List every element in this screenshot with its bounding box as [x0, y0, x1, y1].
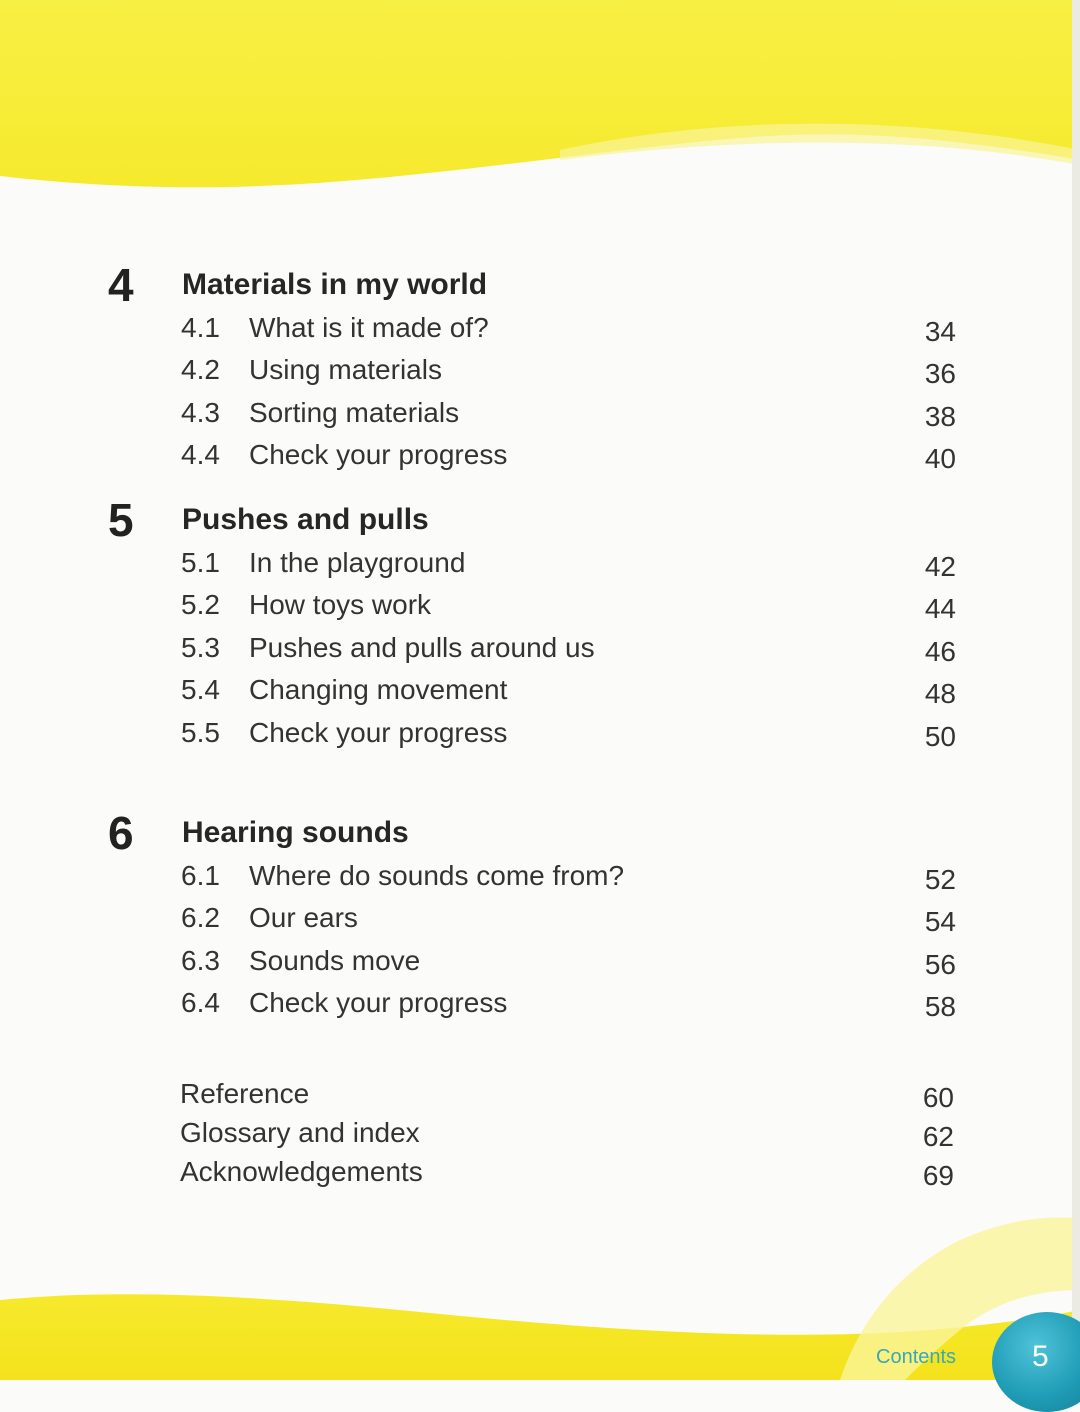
entry-title: Check your progress: [249, 716, 508, 748]
chapter-title[interactable]: Hearing sounds: [182, 816, 409, 849]
entry-page-number: 40: [924, 443, 956, 475]
entry-title: Where do sounds come from?: [249, 860, 625, 891]
entry-page-number: 36: [924, 358, 956, 390]
entry-title: In the playground: [249, 547, 466, 578]
back-matter-title: Acknowledgements: [180, 1156, 423, 1187]
entry-title: Our ears: [249, 902, 358, 934]
chapter-number: 5: [108, 494, 134, 546]
toc-entry[interactable]: [0, 356, 1080, 398]
entry-title: Sorting materials: [249, 396, 460, 428]
toc-entry[interactable]: [0, 314, 1080, 356]
entry-number: 5.5: [181, 716, 220, 748]
back-matter-entry[interactable]: [0, 1158, 1080, 1198]
page-number: 5: [1032, 1340, 1049, 1373]
entry-page-number: 52: [924, 864, 956, 895]
entry-number: 5.1: [181, 547, 220, 578]
top-yellow-band: [0, 0, 1080, 187]
chapter-number: 6: [108, 807, 134, 859]
entry-title: Using materials: [249, 354, 442, 386]
entry-number: 6.1: [181, 860, 220, 891]
toc-entry[interactable]: [0, 676, 1080, 718]
entry-number: 5.4: [181, 674, 220, 706]
entry-number: 5.3: [181, 631, 220, 663]
toc-entry[interactable]: [0, 716, 1080, 761]
entry-page-number: 34: [924, 316, 956, 347]
entry-page-number: 44: [924, 593, 956, 625]
entry-title: Pushes and pulls around us: [249, 631, 595, 663]
chapter-title[interactable]: Materials in my world: [182, 268, 488, 301]
entry-number: 6.4: [181, 987, 220, 1019]
chapter-number: 4: [108, 259, 134, 311]
toc-entry[interactable]: [0, 396, 1080, 441]
entry-number: 5.2: [181, 589, 220, 621]
back-matter-title: Glossary and index: [180, 1117, 420, 1148]
entry-page-number: 54: [924, 906, 956, 938]
footer-section-label: Contents: [876, 1346, 957, 1368]
toc-entry[interactable]: [0, 441, 1080, 483]
entry-title: What is it made of?: [249, 312, 489, 343]
back-matter-title: Reference: [180, 1078, 310, 1109]
chapter-title[interactable]: Pushes and pulls: [182, 503, 429, 536]
entry-number: 4.2: [181, 354, 220, 386]
entry-number: 6.2: [181, 902, 220, 934]
toc-entry[interactable]: [0, 944, 1080, 989]
entry-page-number: 48: [924, 678, 956, 710]
back-matter-entry[interactable]: [0, 1080, 1080, 1120]
back-matter-entry[interactable]: [0, 1119, 1080, 1159]
back-matter-page-number: 62: [922, 1121, 954, 1152]
toc-entry[interactable]: [0, 591, 1080, 633]
back-matter-page-number: 60: [922, 1082, 954, 1113]
entry-page-number: 38: [924, 400, 956, 432]
entry-page-number: 50: [924, 720, 956, 752]
back-matter-page-number: 69: [922, 1160, 954, 1191]
toc-entry[interactable]: [0, 904, 1080, 946]
entry-number: 4.3: [181, 396, 220, 428]
entry-number: 4.1: [181, 312, 220, 343]
entry-page-number: 42: [924, 551, 956, 582]
entry-page-number: 58: [924, 991, 956, 1023]
entry-title: Check your progress: [249, 439, 508, 471]
toc-entry[interactable]: [0, 989, 1080, 1031]
entry-page-number: 46: [924, 635, 956, 667]
entry-page-number: 56: [924, 948, 956, 980]
toc-entry[interactable]: [0, 631, 1080, 676]
toc-entry[interactable]: [0, 549, 1080, 591]
entry-title: Check your progress: [249, 987, 508, 1019]
entry-title: Changing movement: [249, 674, 508, 706]
entry-number: 6.3: [181, 944, 220, 976]
entry-number: 4.4: [181, 439, 220, 471]
entry-title: How toys work: [249, 589, 432, 621]
entry-title: Sounds move: [249, 944, 421, 976]
toc-entry[interactable]: [0, 862, 1080, 904]
